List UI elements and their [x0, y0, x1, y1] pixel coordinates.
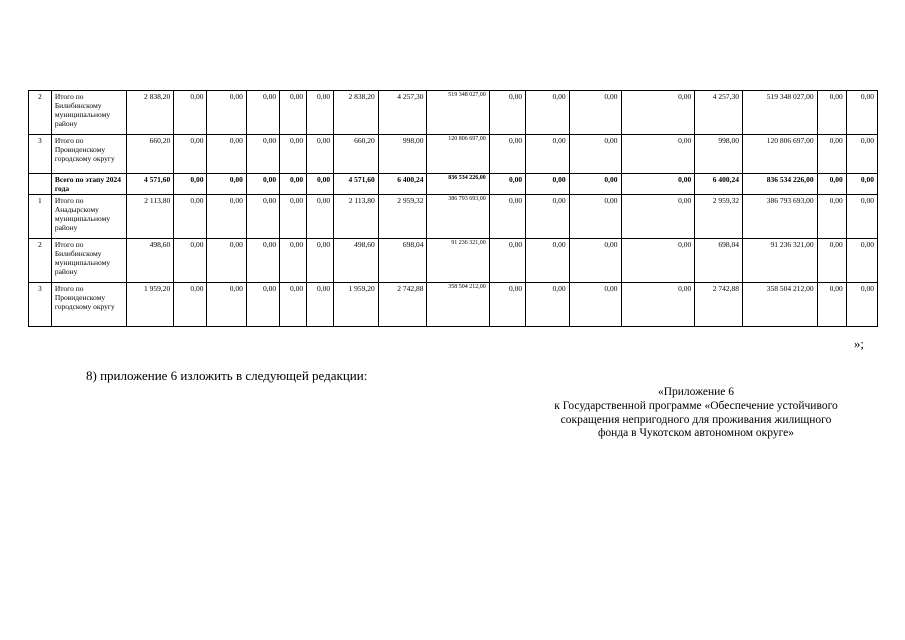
row-number: 2: [29, 239, 52, 283]
cell: 0,00: [526, 239, 570, 283]
cell: 0,00: [526, 195, 570, 239]
cell: 0,00: [846, 135, 877, 174]
cell: 998,00: [695, 135, 743, 174]
cell: 0,00: [207, 174, 246, 195]
cell: 2 838,20: [126, 91, 174, 135]
cell: 0,00: [207, 135, 246, 174]
table-row: [29, 135, 878, 174]
cell: 0,00: [621, 174, 695, 195]
table-row: [29, 283, 878, 327]
cell: 358 504 212,00: [427, 283, 489, 327]
row-number: 2: [29, 91, 52, 135]
cell: 0,00: [526, 91, 570, 135]
cell: 0,00: [526, 174, 570, 195]
row-name: Итого по Анадырскому муниципальному району: [51, 195, 126, 239]
cell: 0,00: [246, 239, 279, 283]
cell: 0,00: [246, 174, 279, 195]
cell: 0,00: [280, 135, 307, 174]
closing-quote-mark: »;: [853, 336, 864, 351]
cell: 120 806 697,00: [427, 135, 489, 174]
cell: 0,00: [280, 283, 307, 327]
cell: 0,00: [489, 91, 525, 135]
cell: 2 959,32: [378, 195, 427, 239]
cell: 0,00: [817, 91, 846, 135]
amendment-instruction: 8) приложение 6 изложить в следующей редакции:: [86, 368, 368, 383]
appendix-line: сокращения непригодного для проживания жилищного: [560, 413, 832, 426]
cell: 0,00: [569, 135, 621, 174]
table-row: [29, 195, 878, 239]
cell: 0,00: [246, 135, 279, 174]
cell: 0,00: [569, 239, 621, 283]
cell: 0,00: [246, 195, 279, 239]
row-number: 3: [29, 135, 52, 174]
cell: 660,20: [334, 135, 379, 174]
cell: 6 400,24: [378, 174, 427, 195]
row-number: 3: [29, 283, 52, 327]
cell: 0,00: [489, 195, 525, 239]
cell: 0,00: [207, 239, 246, 283]
cell: 0,00: [174, 283, 207, 327]
cell: 660,20: [126, 135, 174, 174]
cell: 498,60: [126, 239, 174, 283]
cell: 6 400,24: [695, 174, 743, 195]
row-name: Итого по Провиденскому городскому округу: [51, 283, 126, 327]
row-name: Итого по Билибинскому муниципальному району: [51, 91, 126, 135]
appendix-line: к Государственной программе «Обеспечение устойчивого: [554, 399, 838, 412]
cell: 2 113,80: [334, 195, 379, 239]
row-name: Итого по Провиденскому городскому округу: [51, 135, 126, 174]
cell: 358 504 212,00: [742, 283, 817, 327]
cell: 698,04: [378, 239, 427, 283]
cell: 1 959,20: [334, 283, 379, 327]
cell: 2 742,88: [378, 283, 427, 327]
cell: 0,00: [621, 195, 695, 239]
cell: 4 257,30: [695, 91, 743, 135]
cell: 0,00: [307, 135, 334, 174]
cell: 0,00: [280, 174, 307, 195]
cell: 0,00: [307, 91, 334, 135]
cell: 0,00: [846, 195, 877, 239]
cell: 0,00: [817, 135, 846, 174]
cell: 0,00: [846, 174, 877, 195]
cell: 998,00: [378, 135, 427, 174]
cell: 0,00: [569, 91, 621, 135]
cell: 698,04: [695, 239, 743, 283]
cell: 0,00: [846, 239, 877, 283]
appendix-title: «Приложение 6: [657, 386, 735, 398]
cell: 0,00: [846, 283, 877, 327]
cell: 0,00: [489, 174, 525, 195]
cell: 2 838,20: [334, 91, 379, 135]
table-row: [29, 239, 878, 283]
cell: 4 571,60: [126, 174, 174, 195]
cell: 0,00: [846, 91, 877, 135]
appendix-line: фонда в Чукотском автономном округе»: [597, 427, 795, 440]
cell: 519 348 027,00: [742, 91, 817, 135]
cell: 0,00: [489, 283, 525, 327]
housing-data-table: [28, 90, 878, 327]
cell: 0,00: [817, 174, 846, 195]
cell: 0,00: [569, 174, 621, 195]
cell: 0,00: [621, 283, 695, 327]
cell: 2 113,80: [126, 195, 174, 239]
cell: 0,00: [817, 283, 846, 327]
row-number: 1: [29, 195, 52, 239]
cell: 0,00: [207, 283, 246, 327]
cell: 2 742,88: [695, 283, 743, 327]
cell: 0,00: [307, 283, 334, 327]
cell: 0,00: [246, 91, 279, 135]
cell: 4 257,30: [378, 91, 427, 135]
cell: 0,00: [489, 239, 525, 283]
cell: 0,00: [569, 195, 621, 239]
cell: 836 534 226,00: [427, 174, 489, 195]
cell: 519 348 027,00: [427, 91, 489, 135]
row-number: [29, 174, 52, 195]
cell: 0,00: [817, 195, 846, 239]
cell: 0,00: [280, 239, 307, 283]
cell: 0,00: [307, 195, 334, 239]
cell: 1 959,20: [126, 283, 174, 327]
cell: 4 571,60: [334, 174, 379, 195]
cell: 0,00: [207, 91, 246, 135]
cell: 0,00: [569, 283, 621, 327]
cell: 498,60: [334, 239, 379, 283]
table-row: [29, 91, 878, 135]
cell: 0,00: [174, 91, 207, 135]
cell: 0,00: [621, 239, 695, 283]
cell: 0,00: [174, 135, 207, 174]
row-name: Всего по этапу 2024 года: [51, 174, 126, 195]
cell: 0,00: [207, 195, 246, 239]
cell: 0,00: [621, 135, 695, 174]
cell: 386 793 693,00: [427, 195, 489, 239]
cell: 0,00: [526, 135, 570, 174]
cell: 91 236 321,00: [742, 239, 817, 283]
cell: 0,00: [280, 195, 307, 239]
cell: 0,00: [307, 174, 334, 195]
cell: 0,00: [307, 239, 334, 283]
cell: 0,00: [489, 135, 525, 174]
cell: 0,00: [817, 239, 846, 283]
cell: 0,00: [246, 283, 279, 327]
cell: 0,00: [621, 91, 695, 135]
appendix-header: [520, 386, 872, 441]
table-row-total: [29, 174, 878, 195]
cell: 0,00: [174, 174, 207, 195]
cell: 386 793 693,00: [742, 195, 817, 239]
cell: 0,00: [174, 195, 207, 239]
row-name: Итого по Билибинскому муниципальному району: [51, 239, 126, 283]
cell: 0,00: [280, 91, 307, 135]
cell: 2 959,32: [695, 195, 743, 239]
cell: 0,00: [174, 239, 207, 283]
cell: 120 806 697,00: [742, 135, 817, 174]
cell: 91 236 321,00: [427, 239, 489, 283]
cell: 0,00: [526, 283, 570, 327]
cell: 836 534 226,00: [742, 174, 817, 195]
